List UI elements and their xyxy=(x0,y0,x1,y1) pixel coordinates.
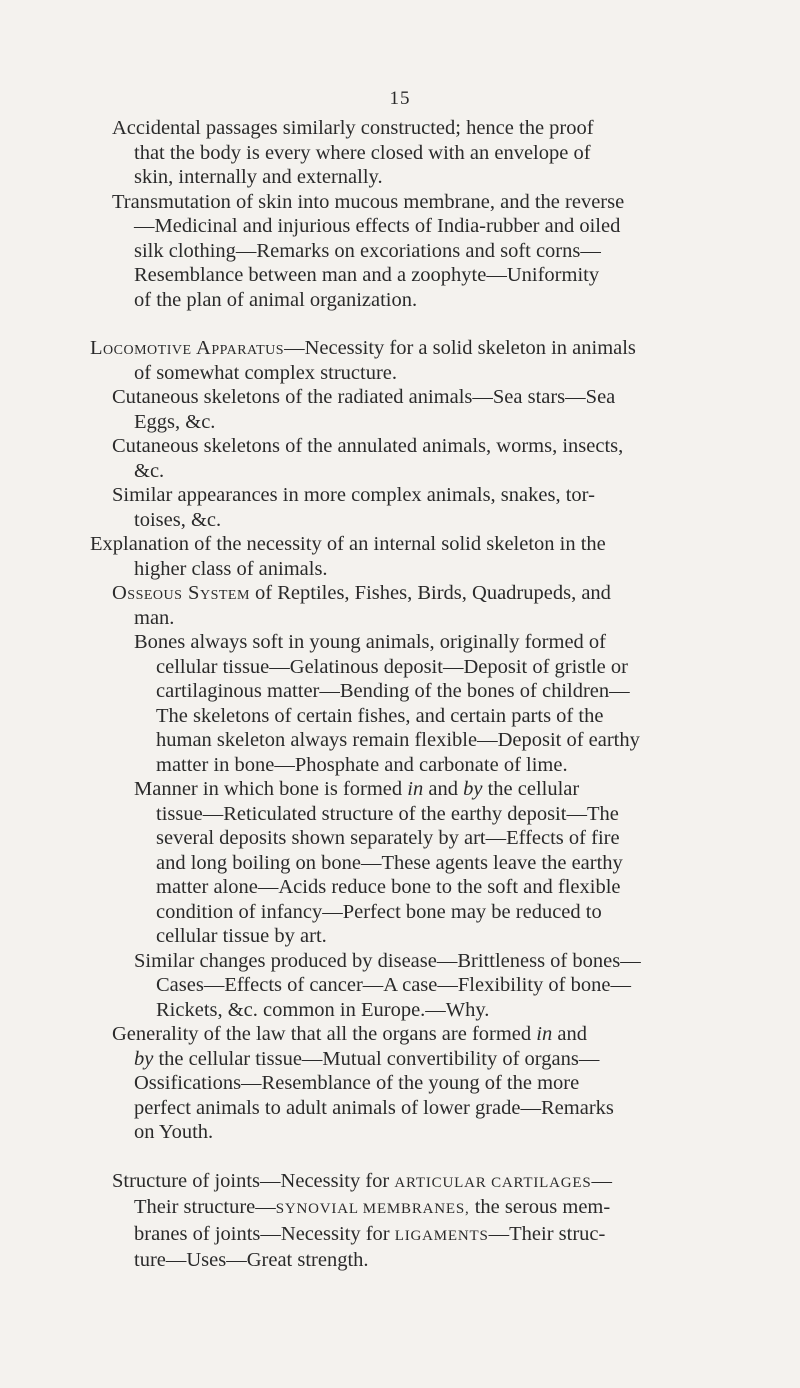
text-fragment: Their structure— xyxy=(134,1196,276,1218)
text-line xyxy=(134,777,712,802)
paragraph-similar-changes xyxy=(112,949,712,1023)
text-line: —Medicinal and injurious effects of India-rubber and oiled xyxy=(134,215,621,237)
paragraph-accidental-passages xyxy=(112,116,712,190)
text-line xyxy=(134,1222,712,1249)
text-line: perfect animals to adult animals of lower grade—Remarks xyxy=(134,1096,614,1119)
text-fragment: —Their struc- xyxy=(488,1222,606,1245)
text-fragment: —Necessity for a solid skeleton in animals xyxy=(284,337,636,359)
text-line: that the body is every where closed with an envelope of xyxy=(134,141,591,164)
text-line: matter alone—Acids reduce bone to the soft and flexible xyxy=(156,876,621,898)
text-fragment: the cellular tissue—Mutual convertibility of organs— xyxy=(153,1047,600,1070)
text-line: Transmutation of skin into mucous membrane, and the reverse xyxy=(112,190,625,213)
text-fragment: and xyxy=(552,1023,587,1045)
page-number: 15 xyxy=(389,88,411,109)
small-caps-term: ARTICULAR CARTILAGES xyxy=(394,1174,592,1191)
text-fragment: Manner in which bone is formed xyxy=(134,778,408,800)
italic-word: in xyxy=(536,1023,553,1045)
text-line xyxy=(134,1047,712,1072)
paragraph-osseous-system xyxy=(112,581,712,630)
text-line xyxy=(134,1195,712,1222)
text-line: Cases—Effects of cancer—A case—Flexibility of bone— xyxy=(156,974,631,996)
paragraph-explanation xyxy=(90,532,712,581)
text-line: and long boiling on bone—These agents leave the earthy xyxy=(156,851,623,874)
text-line xyxy=(90,336,712,361)
text-line: toises, &c. xyxy=(134,508,222,531)
text-line: of the plan of animal organization. xyxy=(134,288,418,311)
text-fragment: Generality of the law that all the organs are formed xyxy=(112,1023,537,1045)
text-line: condition of infancy—Perfect bone may be reduced to xyxy=(156,900,602,923)
text-line: Cutaneous skeletons of the annulated animals, worms, insects, xyxy=(112,435,624,457)
small-caps-term: SYNOVIAL MEMBRANES, xyxy=(275,1201,470,1217)
paragraph-generality-law xyxy=(112,1022,712,1145)
italic-word: by xyxy=(134,1047,154,1070)
text-line: ture—Uses—Great strength. xyxy=(134,1249,369,1271)
italic-word: in xyxy=(407,778,424,800)
text-line: on Youth. xyxy=(134,1121,214,1143)
text-fragment: — xyxy=(591,1169,613,1192)
text-line: Cutaneous skeletons of the radiated animals—Sea stars—Sea xyxy=(112,386,616,408)
text-line: Similar appearances in more complex animals, snakes, tor- xyxy=(112,484,595,506)
paragraph-cutaneous-radiated xyxy=(112,385,712,434)
text-line: Similar changes produced by disease—Brittleness of bones— xyxy=(134,949,641,972)
text-line: human skeleton always remain flexible—Deposit of earthy xyxy=(156,729,640,751)
text-fragment: the serous mem- xyxy=(469,1196,611,1218)
paragraph-bones-soft xyxy=(112,630,712,777)
text-line: Bones always soft in young animals, originally formed of xyxy=(134,631,606,653)
text-fragment: and xyxy=(423,778,464,800)
text-line xyxy=(112,1169,712,1196)
text-line: skin, internally and externally. xyxy=(134,166,383,188)
paragraph-cutaneous-annulated xyxy=(112,434,712,483)
text-line: tissue—Reticulated structure of the earthy deposit—The xyxy=(156,802,619,825)
text-line: Explanation of the necessity of an internal solid skeleton in the xyxy=(90,533,606,555)
section-heading-locomotive: Locomotive Apparatus xyxy=(90,337,285,359)
italic-word: by xyxy=(463,778,483,800)
paragraph-transmutation xyxy=(112,190,712,313)
text-line: Accidental passages similarly constructed; hence the proof xyxy=(112,117,594,139)
text-fragment: of Reptiles, Fishes, Birds, Quadrupeds, and xyxy=(249,582,611,604)
small-caps-term: LIGAMENTS xyxy=(394,1227,489,1244)
paragraph-similar-appearances xyxy=(112,483,712,532)
text-line: The skeletons of certain fishes, and certain parts of the xyxy=(156,704,604,727)
text-line: Ossifications—Resemblance of the young of the more xyxy=(134,1072,580,1094)
text-line: Resemblance between man and a zoophyte—Uniformity xyxy=(134,264,600,286)
text-line: silk clothing—Remarks on excoriations and soft corns— xyxy=(134,239,601,262)
paragraph-manner-bone-formed xyxy=(112,777,712,949)
text-line: matter in bone—Phosphate and carbonate of lime. xyxy=(156,753,568,776)
text-fragment: branes of joints—Necessity for xyxy=(134,1222,395,1245)
paragraph-structure-joints xyxy=(112,1169,712,1273)
text-fragment: the cellular xyxy=(482,778,580,800)
text-line: several deposits shown separately by art—Effects of fire xyxy=(156,827,620,849)
text-line: Rickets, &c. common in Europe.—Why. xyxy=(156,998,490,1021)
text-line: man. xyxy=(134,606,175,629)
text-line: cellular tissue by art. xyxy=(156,925,327,947)
text-line: Eggs, &c. xyxy=(134,410,216,433)
text-line: cartilaginous matter—Bending of the bones of children— xyxy=(156,680,630,702)
section-heading-osseous: Osseous System xyxy=(112,582,250,604)
paragraph-locomotive-apparatus xyxy=(90,336,712,385)
page-body xyxy=(90,116,712,1273)
text-line xyxy=(112,581,712,606)
text-line: of somewhat complex structure. xyxy=(134,361,398,384)
text-line: higher class of animals. xyxy=(134,557,328,580)
text-fragment: Structure of joints—Necessity for xyxy=(112,1169,395,1192)
text-line xyxy=(112,1022,712,1047)
text-line: &c. xyxy=(134,459,165,482)
text-line: cellular tissue—Gelatinous deposit—Deposit of gristle or xyxy=(156,655,628,678)
